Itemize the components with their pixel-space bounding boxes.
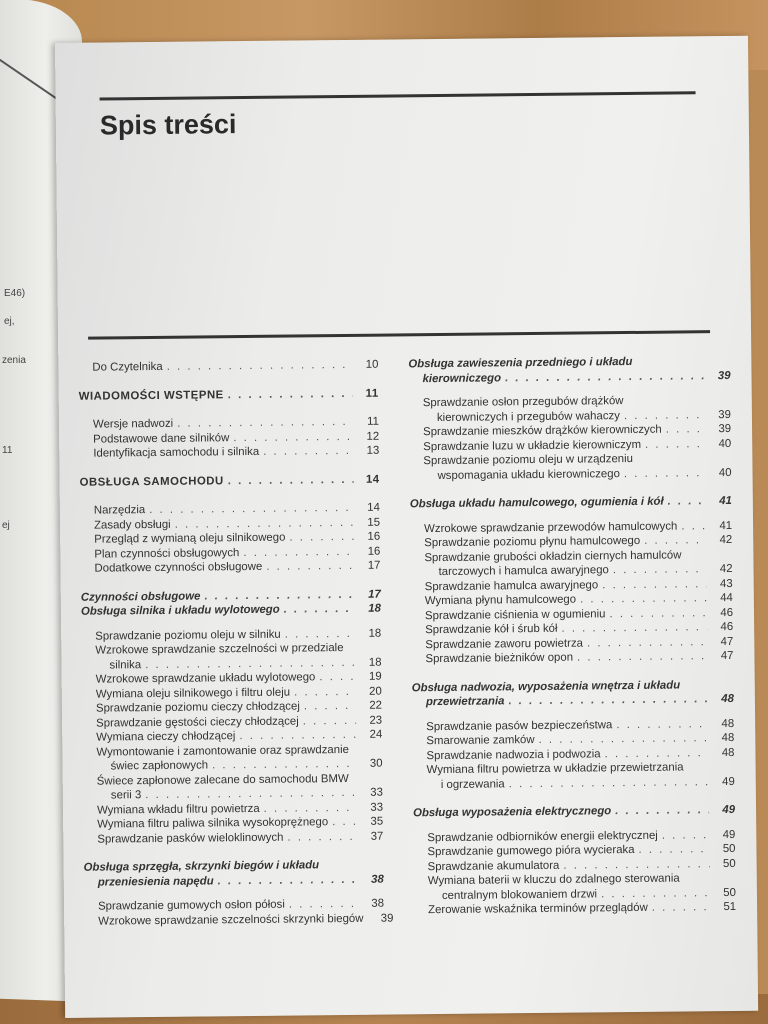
dot-leader (681, 519, 706, 534)
dot-leader (228, 386, 353, 402)
dot-leader (609, 606, 707, 622)
toc-entry-title: Obsługa wyposażenia elektrycznego (413, 805, 612, 820)
dot-leader (601, 886, 710, 902)
toc-entry-line: kierowniczego (422, 371, 502, 385)
toc-entry-title: Sprawdzanie akumulatora (427, 859, 560, 873)
toc-page-number: 11 (365, 387, 379, 400)
left-page-rule (0, 59, 59, 101)
toc-entry-title: Wymiana cieczy chłodzącej (96, 730, 236, 744)
dot-leader (666, 422, 705, 437)
dot-leader (287, 829, 357, 844)
toc-entry-line: Sprawdzanie poziomu oleju w urządzeniu (423, 452, 634, 468)
toc-entry-title: Dodatkowe czynności obsługowe (94, 560, 263, 575)
dot-leader (638, 842, 709, 857)
toc-entry (84, 911, 394, 929)
toc-entry-title: Wymiana filtru paliwa silnika wysokoprężnego (97, 816, 329, 831)
toc-page-number: 16 (367, 545, 381, 558)
toc-entry-title: Do Czytelnika (92, 360, 163, 374)
toc-entry-title: Obsługa silnika i układu wylotowego (80, 603, 280, 618)
toc-page-number: 40 (718, 437, 732, 450)
toc-page-number: 18 (368, 627, 382, 640)
toc-entry-title: Wersje nadwozi (92, 417, 174, 431)
dot-leader (645, 437, 705, 452)
toc-entry-line: Obsługa sprzęgła, skrzynki biegów i układu (83, 859, 320, 874)
toc-entry-title: Smarowanie zamków (426, 734, 535, 748)
toc-entry-title: Sprawdzanie nadwozia i podwozia (426, 747, 601, 762)
toc-page-number: 39 (718, 408, 731, 421)
top-rule (100, 91, 696, 100)
toc-entry-line: Wymiana filtru powietrza w układzie przewietrzania (426, 761, 684, 777)
toc-entry-title: Sprawdzanie ciśnienia w ogumieniu (424, 607, 606, 622)
left-page-fragment: ej, (4, 316, 15, 327)
toc-entry-line: Sprawdzanie osłon przegubów drążków (422, 395, 624, 410)
toc-page-number: 49 (722, 803, 736, 817)
toc-entry-line: wspomagania układu kierowniczego (437, 467, 620, 482)
toc-page-number: 50 (722, 842, 736, 856)
dot-leader (243, 544, 354, 560)
toc-page-number: 50 (723, 886, 736, 899)
toc-entry (81, 641, 381, 673)
left-page-fragment: zenia (2, 355, 26, 366)
dot-leader (266, 559, 354, 574)
toc-page-number: 47 (720, 635, 734, 648)
toc-page-number: 39 (718, 422, 732, 436)
toc-section-heading (412, 677, 734, 709)
toc-entry-title: Identyfikacja samochodu i silnika (93, 445, 260, 460)
toc-right-column (408, 354, 736, 918)
toc-page-number: 19 (368, 670, 382, 683)
toc-entry-line: silnika (109, 658, 142, 671)
toc-page-number: 13 (366, 444, 380, 457)
toc-page-number: 46 (720, 606, 734, 619)
toc-page-number: 14 (367, 501, 380, 514)
toc-entry-title: Wzrokowe sprawdzanie szczelności skrzynki biegów (98, 912, 364, 928)
dot-leader (239, 728, 356, 744)
toc-page-number: 47 (720, 649, 734, 663)
toc-page-number: 46 (720, 620, 734, 634)
toc-entry-title: Wymiana oleju silnikowego i filtru oleju (95, 686, 291, 701)
dot-leader (577, 649, 708, 665)
dot-leader (624, 466, 706, 481)
toc-section-heading (84, 858, 384, 890)
toc-page-number: 38 (371, 897, 385, 910)
toc-page-number: 49 (722, 828, 736, 841)
toc-page-number: 48 (721, 746, 735, 759)
toc-page-number: 10 (365, 358, 379, 371)
toc-entry-title: Wzrokowe sprawdzanie układu wylotowego (95, 671, 316, 686)
toc-page-number: 30 (369, 757, 383, 770)
toc-page-number: 39 (380, 912, 394, 925)
toc-page-number: 18 (368, 656, 382, 669)
left-page-fragment: E46) (4, 288, 26, 299)
toc-page-number: 41 (719, 519, 733, 532)
toc-entry-line: Obsługa zawieszenia przedniego i układu (408, 355, 633, 371)
dot-leader (167, 358, 353, 374)
toc-page-number: 16 (367, 530, 381, 543)
dot-leader (304, 699, 356, 714)
dot-leader (613, 562, 707, 577)
toc-page-number: 15 (367, 516, 381, 529)
toc-entry-line: tarczowych i hamulca awaryjnego (438, 564, 609, 579)
toc-page-number: 42 (719, 533, 733, 547)
toc-entry-title: Sprawdzanie odbiorników energii elektrycznej (427, 829, 658, 844)
toc-entry (414, 900, 736, 918)
toc-page-number: 35 (370, 815, 384, 828)
toc-page-number: 12 (366, 430, 380, 443)
toc-page-number: 24 (369, 728, 383, 741)
toc-entry-line: przeniesienia napędu (97, 874, 214, 889)
dot-leader (505, 369, 705, 386)
toc-entry-title: Czynności obsługowe (80, 590, 201, 604)
toc-page-number: 40 (718, 466, 732, 479)
toc-section-heading (408, 354, 730, 386)
toc-entry-title: Narzędzia (93, 504, 146, 517)
toc-entry-title: Obsługa układu hamulcowego, ogumienia i kół (409, 495, 664, 511)
toc-entry-title: WIADOMOŚCI WSTĘPNE (78, 388, 224, 403)
toc-entry-line: Świece zapłonowe zalecane do samochodu BMW (96, 772, 349, 788)
toc-page-number: 33 (370, 786, 383, 799)
dot-leader (605, 746, 709, 762)
toc-entry-title: Wzrokowe sprawdzanie przewodów hamulcowych (424, 520, 678, 535)
toc-entry (410, 547, 732, 579)
toc-page-number: 41 (719, 494, 732, 508)
toc-page-number: 20 (369, 685, 382, 698)
toc-entry (413, 760, 735, 792)
toc-entry-title: Sprawdzanie luzu w układzie kierowniczym (423, 438, 642, 453)
toc-entry-title: Sprawdzanie poziomu oleju w silniku (95, 628, 281, 643)
toc-page-number: 17 (368, 588, 381, 601)
toc-entry-title: Wymiana płynu hamulcowego (424, 593, 577, 608)
toc-page-number: 38 (371, 873, 384, 886)
toc-entry-title: Sprawdzanie gęstości cieczy chłodzącej (96, 714, 299, 730)
toc-entry-title: Sprawdzanie bieżników opon (425, 651, 574, 666)
toc-page-number: 48 (721, 731, 735, 745)
toc-page-number: 14 (365, 473, 380, 486)
dot-leader (263, 444, 353, 459)
toc-page-number: 11 (367, 415, 380, 428)
toc-entry-line: Obsługa nadwozia, wyposażenia wnętrza i układu (411, 678, 681, 694)
toc-entry-title: Zerowanie wskaźnika terminów przeglądów (428, 901, 648, 917)
toc-entry-line: przewietrzania (425, 695, 505, 709)
toc-page-number: 48 (721, 717, 735, 730)
toc-entry-title: Sprawdzanie kół i śrub kół (425, 622, 558, 637)
toc-entry-line: Wymiana baterii w kluczu do zdalnego sterowania (427, 872, 680, 888)
dot-leader (624, 408, 705, 423)
toc-entry-title: Sprawdzanie gumowego pióra wycieraka (427, 843, 635, 859)
left-page-fragment: ej (2, 520, 10, 531)
dot-leader (284, 602, 355, 617)
toc-entry (82, 742, 382, 774)
toc-entry-line: centralnym blokowaniem drzwi (441, 887, 598, 902)
toc-page-number: 51 (723, 900, 737, 914)
toc-page-number: 39 (717, 369, 731, 382)
toc-entry-line: i ogrzewania (440, 777, 505, 791)
dot-leader (332, 815, 357, 830)
toc-entry-title: Podstawowe dane silników (93, 431, 230, 446)
dot-leader (289, 530, 354, 545)
toc-entry-title: Sprawdzanie zaworu powietrza (425, 637, 584, 651)
toc-entry-title: Zasady obsługi (93, 518, 171, 532)
dot-leader (508, 692, 708, 709)
toc-entry-line: Sprawdzanie grubości okładzin ciernych hamulców (424, 548, 682, 564)
dot-leader (652, 900, 710, 915)
toc-entry-line: świec zapłonowych (110, 759, 209, 773)
toc-entry-title: Sprawdzanie poziomu płynu hamulcowego (424, 534, 641, 550)
toc-entry-line: kierowniczych i przegubów wahaczy (436, 409, 620, 424)
toc-left-column (78, 358, 394, 929)
toc-entry-title: Sprawdzanie gumowych osłon półosi (97, 898, 285, 913)
toc-page-number: 43 (719, 577, 733, 590)
toc-entry-title: Sprawdzanie hamulca awaryjnego (424, 578, 599, 593)
mid-rule (88, 330, 710, 340)
dot-leader (563, 857, 709, 873)
dot-leader (616, 717, 708, 732)
dot-leader (644, 533, 706, 548)
toc-entry (414, 871, 736, 903)
page-title: Spis treści (99, 109, 237, 141)
toc-entry (83, 771, 383, 803)
toc-entry (409, 451, 731, 483)
dot-leader (303, 713, 357, 728)
dot-leader (615, 803, 709, 818)
toc-page-number: 33 (370, 801, 384, 814)
toc-page-number: 18 (368, 602, 382, 615)
toc-entry-title: Plan czynności obsługowych (94, 546, 240, 561)
dot-leader (587, 635, 707, 651)
toc-entry-title: Sprawdzanie poziomu cieczy chłodzącej (95, 700, 300, 715)
dot-leader (212, 757, 357, 773)
toc-entry-title: Sprawdzanie pasów bezpieczeństwa (426, 718, 613, 733)
toc-entry-line: serii 3 (110, 789, 142, 802)
dot-leader (204, 587, 355, 603)
toc-page-number: 17 (367, 559, 381, 572)
toc-page-number: 22 (369, 699, 383, 712)
dot-leader (218, 872, 358, 888)
dot-leader (602, 577, 707, 593)
toc-entry-title: Sprawdzanie pasków wieloklinowych (97, 831, 284, 846)
toc-page-number: 49 (722, 775, 735, 788)
toc-entry-title: OBSŁUGA SAMOCHODU (79, 474, 224, 489)
toc-entry-title: Sprawdzanie mieszków drążków kierowniczych (423, 423, 662, 439)
dot-leader (561, 620, 707, 636)
dot-leader (285, 626, 356, 641)
toc-entry-line: Wzrokowe sprawdzanie szczelności w przedziale (95, 642, 344, 657)
dot-leader (509, 775, 709, 792)
dot-leader (294, 684, 356, 699)
toc-page-number: 42 (719, 562, 733, 576)
toc-page-number: 48 (721, 692, 734, 706)
dot-leader (580, 591, 707, 607)
toc-entry-line: Wymontowanie i zamontowanie oraz sprawdzanie (96, 743, 349, 759)
left-page-fragment: 11 (2, 445, 13, 456)
dot-leader (233, 429, 353, 445)
dot-leader (289, 897, 358, 912)
dot-leader (228, 472, 354, 488)
dot-leader (668, 494, 706, 509)
toc-page-number: 50 (722, 857, 736, 870)
toc-page-number: 37 (370, 830, 384, 843)
toc-entry (409, 393, 731, 425)
toc-entry-title: Przegląd z wymianą oleju silnikowego (94, 531, 286, 546)
book-page (55, 36, 758, 1018)
dot-leader (319, 670, 355, 685)
dot-leader (264, 800, 358, 815)
toc-page-number: 23 (369, 714, 383, 727)
toc-entry-title: Wymiana wkładu filtru powietrza (96, 802, 260, 817)
toc-page-number: 44 (720, 591, 733, 605)
dot-leader (662, 828, 710, 843)
